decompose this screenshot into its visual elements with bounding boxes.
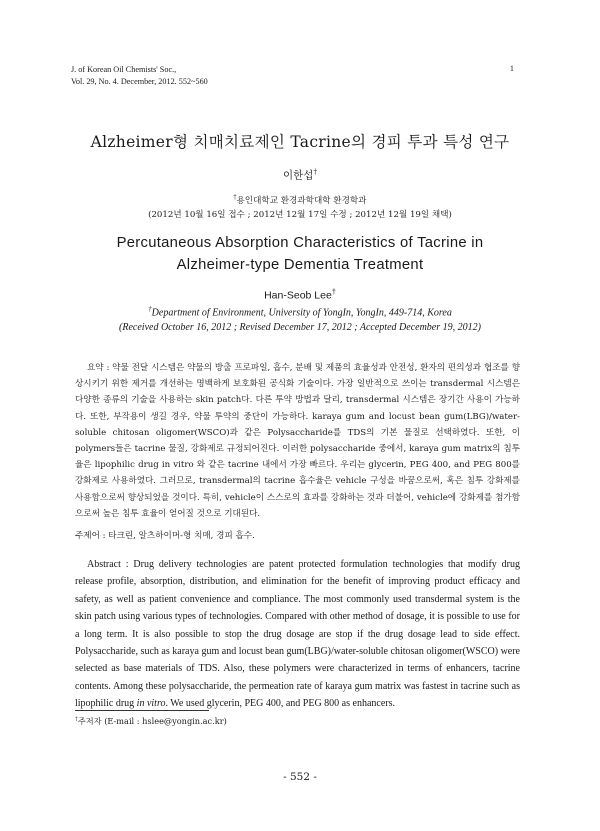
title-english-line2: Alzheimer-type Dementia Treatment	[176, 257, 424, 273]
author-english	[0, 287, 600, 302]
abstract-english-italic: in vitro	[136, 698, 166, 710]
abstract-korean: 요약 : 약물 전달 시스템은 약물의 방출 프로파일, 흡수, 분배 및 제품의 효율성과 안전성, 환자의 편의성과 협조를 향상시키기 위한 제거를 개선하는 명백하게 보호화된 공식화 기술이다. 가장 일반적으로 쓰이는 transdermal 시스템은 다양한 종류의 기술을 사용하는 skin patch다. 다른 투약 방법과 달리, transdermal 시스템은 장기간 사용이 가능하다. 또한, 부작용이 생길 경우, 약물 투약의 중단이 가능하다. karaya gum and locust bean gum(LBG)/water-soluble chitosan oligomer(WSCO)과 같은 Polysaccharide를 TDS의 기본 물질로 선택하였다. 또한, 이 polymers들은 tacrine 물질, 강화제로 규정되어진다. 이러한 polysaccharide 중에서, karaya gum matrix의 침투율은 lipophilic drug in vitro 와 같은 tacrine 내에서 가장 빠르다. 우리는 glycerin, PEG 400, and PEG 800를 강화제로 사용하였다. 그러므로, transdermal의 tacrine 흡수율은 vehicle 구성을 바꿈으로써, 혹은 침투 강화제를 사용함으로써 향상되었을 것이다. 특히, vehicle이 스스로의 효과를 강화하는 것과 더불어, vehicle에 강화제를 첨가함으로써 높은 침투 효율이 얻어질 것으로 기대된다.	[75, 363, 520, 519]
abstract-english	[75, 556, 520, 713]
footnote-text: 주저자 (E-mail : hslee@yongin.ac.kr)	[77, 716, 227, 726]
affiliation-english	[0, 305, 600, 318]
dates-english: (Received October 16, 2012 ; Revised December 17, 2012 ; Accepted December 19, 2012)	[119, 322, 481, 333]
abstract-english-text: Abstract : Drug delivery technologies are patent protected formulation technologies that modify drug release profile, absorption, distribution, and elimination for the benefit of improving product efficacy and safety, as well as patient convenience and compliance. The most commonly used transdermal system is the skin patch using various types of technologies. Compared with other method of dosage, it is possible to use for a long term. It is also possible to stop the drug dosage are stop if the drug dosage lead to side effect. Polysaccharide, such as karaya gum and locust bean gum(LBG)/water-soluble chitosan oligomer(WSCO) were selected as base materials of TDS. Also, these polymers were characterized in terms of enhancers, tacrine contents. Among these polysaccharide, the permeation rate of karaya gum matrix was fastest in tacrine such as lipophilic drug	[75, 559, 520, 710]
affiliation-korean-mark: †	[233, 194, 237, 202]
author-english-name: Han-Seob Lee	[264, 289, 332, 302]
footnote-divider	[75, 710, 209, 711]
page-number-bottom: - 552 -	[283, 771, 317, 783]
affiliation-english-text: Department of Environment, University of YongIn, YongIn, 449-714, Korea	[151, 307, 452, 319]
journal-citation	[71, 64, 208, 88]
footnote-mark: †	[75, 716, 78, 723]
abstract-english-text-end: . We used glycerin, PEG 400, and PEG 800 as enhancers.	[165, 698, 395, 710]
title-english-line1: Percutaneous Absorption Characteristics of Tacrine in	[116, 235, 484, 251]
title-english	[0, 232, 600, 276]
journal-volume: Vol. 29, No. 4. December, 2012. 552~560	[71, 77, 208, 86]
title-korean: Alzheimer형 치매치료제인 Tacrine의 경피 투과 특성 연구	[90, 133, 510, 151]
author-korean-name: 이한섭	[282, 169, 314, 182]
keywords-korean: 주제어 : 타크린, 알츠하이머-형 치매, 경피 흡수.	[75, 531, 255, 541]
author-korean-mark: †	[313, 167, 318, 176]
journal-name: J. of Korean Oil Chemists' Soc.,	[71, 65, 177, 74]
footnote	[75, 716, 227, 727]
author-korean	[0, 167, 600, 183]
dates-korean: (2012년 10월 16일 접수 ; 2012년 12월 17일 수정 ; 2012년 12월 19일 채택)	[148, 210, 452, 220]
affiliation-korean-text: 용인대학교 환경과학대학 환경학과	[236, 196, 367, 206]
affiliation-korean	[0, 194, 600, 206]
author-english-mark: †	[331, 287, 336, 296]
affiliation-english-mark: †	[148, 305, 152, 313]
page-number-top: 1	[509, 64, 514, 73]
